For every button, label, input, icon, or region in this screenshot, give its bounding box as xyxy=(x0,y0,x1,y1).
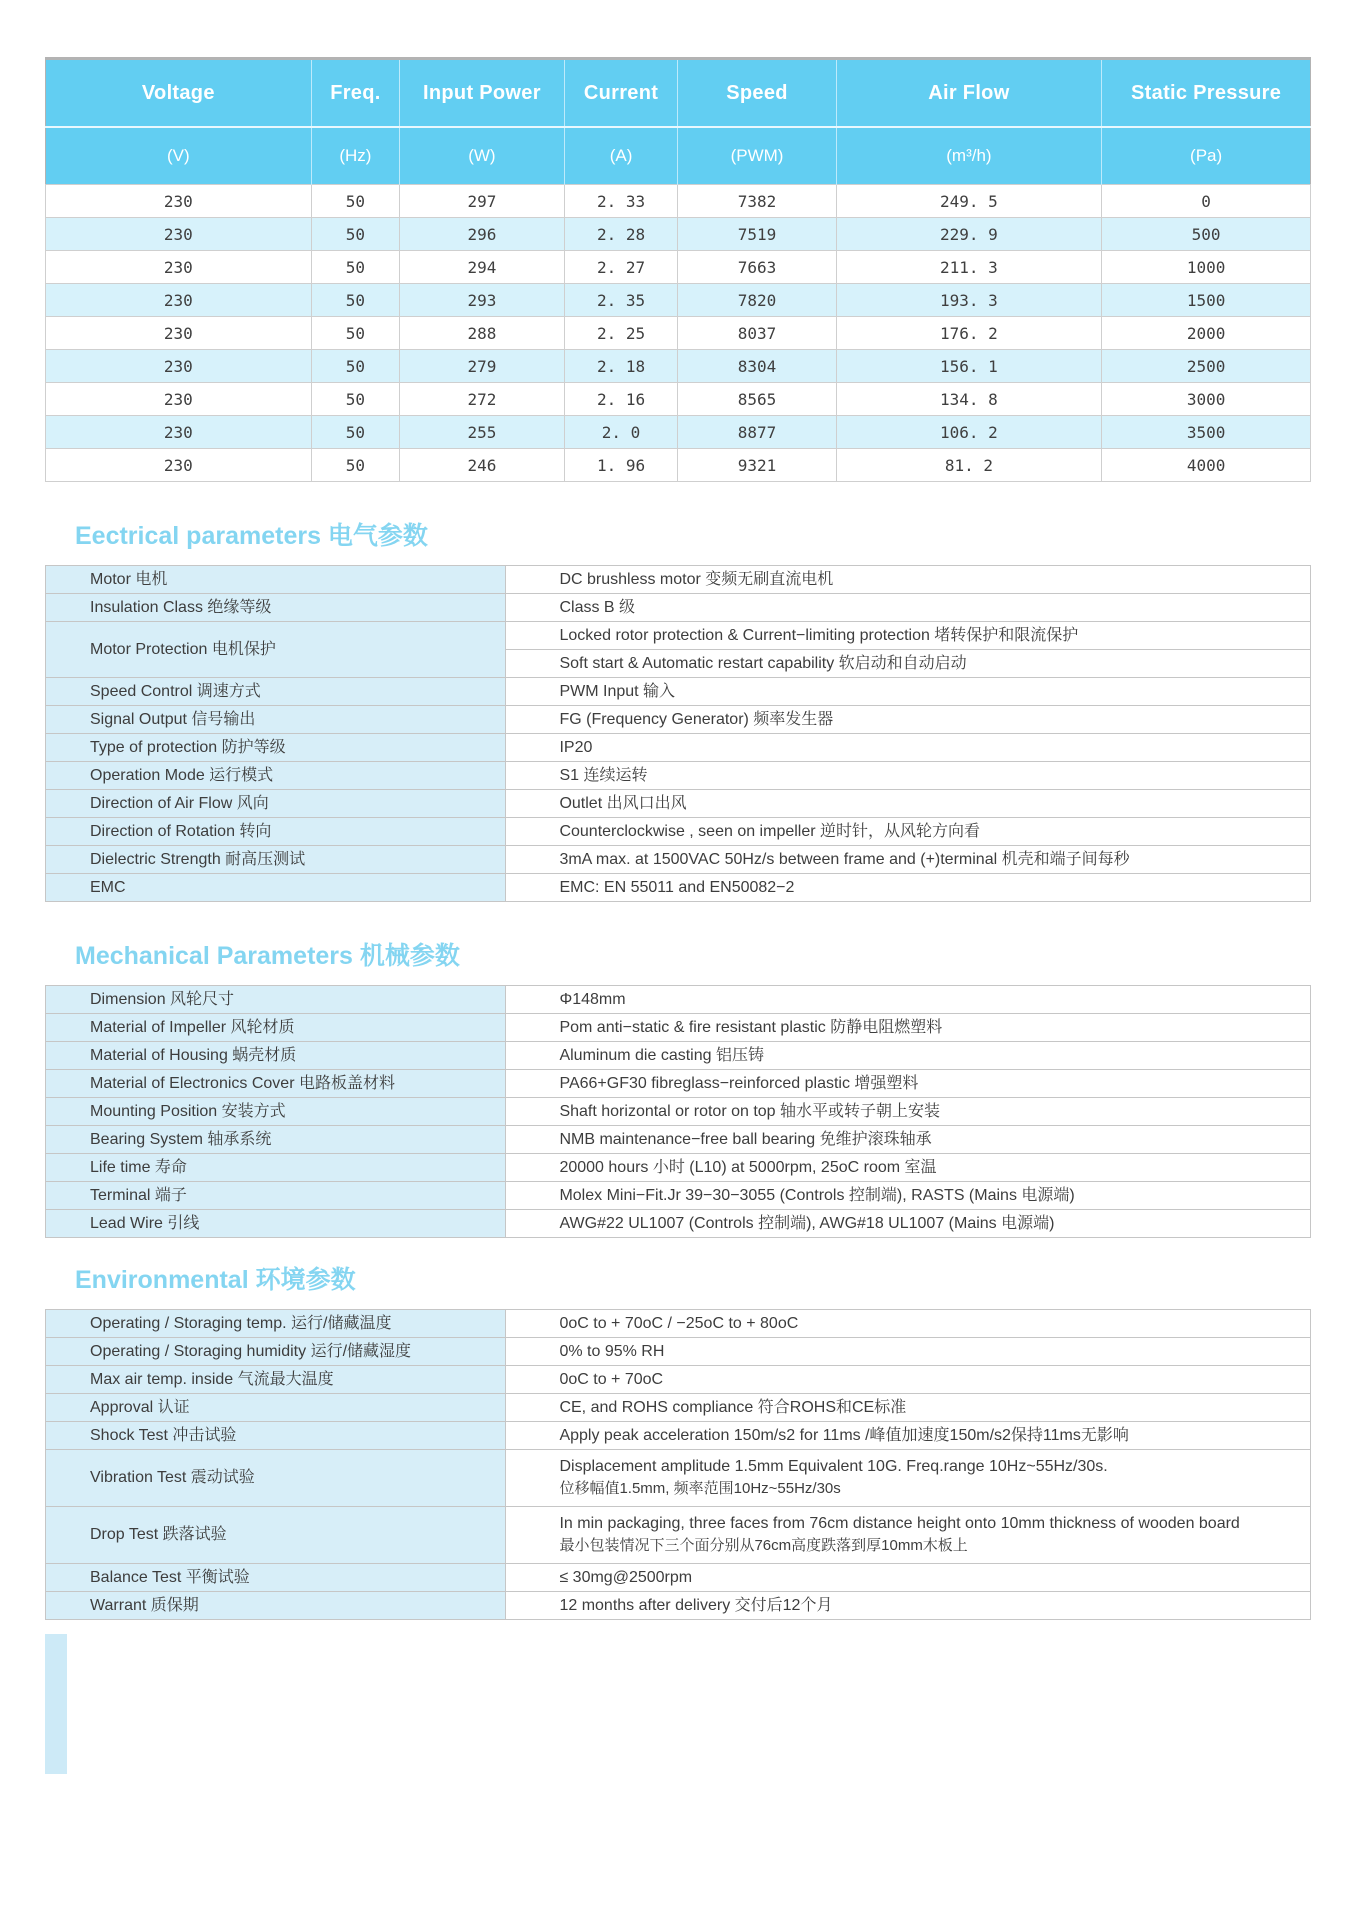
spec-value-line: In min packaging, three faces from 76cm distance height onto 10mm thickness of wooden board xyxy=(559,1515,1240,1532)
spec-label: Direction of Air Flow 风向 xyxy=(46,790,506,818)
spec-value: AWG#22 UL1007 (Controls 控制端), AWG#18 UL1007 (Mains 电源端) xyxy=(506,1210,1311,1238)
perf-column-unit: (V) xyxy=(46,127,312,185)
spec-value: PWM Input 输入 xyxy=(506,678,1311,706)
spec-label: Approval 认证 xyxy=(46,1394,506,1422)
spec-value: CE, and ROHS compliance 符合ROHS和CE标准 xyxy=(506,1394,1311,1422)
spec-value: Pom anti−static & fire resistant plastic 防静电阻燃塑料 xyxy=(506,1014,1311,1042)
table-cell: 50 xyxy=(311,449,400,482)
spec-row xyxy=(46,678,1311,706)
table-cell: 50 xyxy=(311,383,400,416)
table-row xyxy=(46,185,1311,218)
table-cell: 8877 xyxy=(678,416,836,449)
table-cell: 50 xyxy=(311,185,400,218)
spec-value-line: 位移幅值1.5mm, 频率范围10Hz~55Hz/30s xyxy=(559,1480,841,1497)
spec-row xyxy=(46,566,1311,594)
table-cell: 81. 2 xyxy=(836,449,1102,482)
spec-label: Lead Wire 引线 xyxy=(46,1210,506,1238)
spec-value: Outlet 出风口出风 xyxy=(506,790,1311,818)
spec-table xyxy=(45,565,1311,902)
table-cell: 2. 27 xyxy=(564,251,678,284)
section-title: Mechanical Parameters 机械参数 xyxy=(75,942,460,970)
spec-label: Dimension 风轮尺寸 xyxy=(46,986,506,1014)
spec-row xyxy=(46,594,1311,622)
table-cell: 246 xyxy=(400,449,564,482)
perf-column-unit: (m³/h) xyxy=(836,127,1102,185)
spec-label: Terminal 端子 xyxy=(46,1182,506,1210)
table-cell: 230 xyxy=(46,251,312,284)
spec-row xyxy=(46,986,1311,1014)
performance-table-head xyxy=(46,59,1311,185)
table-row xyxy=(46,383,1311,416)
spec-row xyxy=(46,1394,1311,1422)
table-cell: 193. 3 xyxy=(836,284,1102,317)
spec-row xyxy=(46,1210,1311,1238)
spec-row xyxy=(46,1366,1311,1394)
spec-label: Drop Test 跌落试验 xyxy=(46,1507,506,1564)
table-cell: 2. 0 xyxy=(564,416,678,449)
table-cell: 3500 xyxy=(1102,416,1311,449)
table-cell: 156. 1 xyxy=(836,350,1102,383)
perf-column-unit: (PWM) xyxy=(678,127,836,185)
spec-row xyxy=(46,1098,1311,1126)
perf-column-unit: (Pa) xyxy=(1102,127,1311,185)
perf-column-label: Freq. xyxy=(311,59,400,128)
table-cell: 50 xyxy=(311,416,400,449)
datasheet-page xyxy=(45,0,1311,1774)
spec-label: EMC xyxy=(46,874,506,902)
spec-label: Warrant 质保期 xyxy=(46,1592,506,1620)
spec-row xyxy=(46,762,1311,790)
spec-value: Locked rotor protection & Current−limiting protection 堵转保护和限流保护 xyxy=(506,622,1311,650)
spec-row xyxy=(46,790,1311,818)
spec-label: Motor Protection 电机保护 xyxy=(46,622,506,678)
spec-row xyxy=(46,1154,1311,1182)
spec-row xyxy=(46,1592,1311,1620)
table-cell: 296 xyxy=(400,218,564,251)
spec-row xyxy=(46,874,1311,902)
parameter-sections xyxy=(45,520,1311,1620)
table-cell: 8304 xyxy=(678,350,836,383)
table-cell: 7382 xyxy=(678,185,836,218)
spec-row xyxy=(46,1182,1311,1210)
table-cell: 297 xyxy=(400,185,564,218)
table-cell: 230 xyxy=(46,317,312,350)
table-cell: 7519 xyxy=(678,218,836,251)
table-cell: 4000 xyxy=(1102,449,1311,482)
table-cell: 2. 35 xyxy=(564,284,678,317)
spec-value: 20000 hours 小时 (L10) at 5000rpm, 25oC room 室温 xyxy=(506,1154,1311,1182)
spec-table-body xyxy=(46,1310,1311,1620)
table-cell: 134. 8 xyxy=(836,383,1102,416)
spec-label: Balance Test 平衡试验 xyxy=(46,1564,506,1592)
table-cell: 2000 xyxy=(1102,317,1311,350)
perf-column-label: Input Power xyxy=(400,59,564,128)
perf-column-label: Current xyxy=(564,59,678,128)
table-row xyxy=(46,350,1311,383)
performance-units-row xyxy=(46,127,1311,185)
spec-label: Bearing System 轴承系统 xyxy=(46,1126,506,1154)
spec-value: IP20 xyxy=(506,734,1311,762)
spec-value xyxy=(506,1450,1311,1507)
spec-value: NMB maintenance−free ball bearing 免维护滚珠轴承 xyxy=(506,1126,1311,1154)
table-cell: 3000 xyxy=(1102,383,1311,416)
table-cell: 50 xyxy=(311,284,400,317)
table-cell: 106. 2 xyxy=(836,416,1102,449)
table-cell: 230 xyxy=(46,218,312,251)
spec-label: Speed Control 调速方式 xyxy=(46,678,506,706)
spec-value: Soft start & Automatic restart capability 软启动和自动启动 xyxy=(506,650,1311,678)
table-cell: 50 xyxy=(311,350,400,383)
spec-value: ≤ 30mg@2500rpm xyxy=(506,1564,1311,1592)
table-cell: 2. 28 xyxy=(564,218,678,251)
table-cell: 8565 xyxy=(678,383,836,416)
table-cell: 176. 2 xyxy=(836,317,1102,350)
spec-label: Operation Mode 运行模式 xyxy=(46,762,506,790)
spec-label: Direction of Rotation 转向 xyxy=(46,818,506,846)
section-title: Environmental 环境参数 xyxy=(75,1266,356,1294)
spec-value-line: 最小包装情况下三个面分别从76cm高度跌落到厚10mm木板上 xyxy=(559,1537,968,1554)
table-cell: 230 xyxy=(46,185,312,218)
perf-column-label: Air Flow xyxy=(836,59,1102,128)
spec-label: Material of Housing 蜗壳材质 xyxy=(46,1042,506,1070)
spec-value: 0% to 95% RH xyxy=(506,1338,1311,1366)
spec-label: Type of protection 防护等级 xyxy=(46,734,506,762)
table-cell: 294 xyxy=(400,251,564,284)
performance-table-body xyxy=(46,185,1311,482)
spec-label: Signal Output 信号输出 xyxy=(46,706,506,734)
spec-row xyxy=(46,1564,1311,1592)
spec-value: PA66+GF30 fibreglass−reinforced plastic 增强塑料 xyxy=(506,1070,1311,1098)
table-cell: 288 xyxy=(400,317,564,350)
performance-header-row xyxy=(46,59,1311,128)
spec-value: EMC: EN 55011 and EN50082−2 xyxy=(506,874,1311,902)
spec-row xyxy=(46,818,1311,846)
table-row xyxy=(46,218,1311,251)
table-cell: 2. 16 xyxy=(564,383,678,416)
spec-label: Dielectric Strength 耐高压测试 xyxy=(46,846,506,874)
table-cell: 2. 25 xyxy=(564,317,678,350)
spec-label: Material of Electronics Cover 电路板盖材料 xyxy=(46,1070,506,1098)
table-cell: 50 xyxy=(311,317,400,350)
table-cell: 230 xyxy=(46,350,312,383)
table-cell: 229. 9 xyxy=(836,218,1102,251)
spec-row xyxy=(46,1310,1311,1338)
perf-column-unit: (Hz) xyxy=(311,127,400,185)
spec-value: S1 连续运转 xyxy=(506,762,1311,790)
table-row xyxy=(46,284,1311,317)
spec-label: Motor 电机 xyxy=(46,566,506,594)
table-cell: 7663 xyxy=(678,251,836,284)
table-cell: 272 xyxy=(400,383,564,416)
table-cell: 279 xyxy=(400,350,564,383)
table-cell: 0 xyxy=(1102,185,1311,218)
table-row xyxy=(46,317,1311,350)
table-cell: 2. 18 xyxy=(564,350,678,383)
spec-label: Life time 寿命 xyxy=(46,1154,506,1182)
spec-row xyxy=(46,1338,1311,1366)
spec-table-body xyxy=(46,566,1311,902)
spec-row xyxy=(46,1042,1311,1070)
spec-value: Aluminum die casting 铝压铸 xyxy=(506,1042,1311,1070)
table-cell: 1000 xyxy=(1102,251,1311,284)
perf-column-label: Voltage xyxy=(46,59,312,128)
spec-value: Molex Mini−Fit.Jr 39−30−3055 (Controls 控制端), RASTS (Mains 电源端) xyxy=(506,1182,1311,1210)
section-title: Eectrical parameters 电气参数 xyxy=(75,522,428,550)
spec-row xyxy=(46,1014,1311,1042)
perf-column-label: Static Pressure xyxy=(1102,59,1311,128)
spec-value: Class B 级 xyxy=(506,594,1311,622)
spec-value: 12 months after delivery 交付后12个月 xyxy=(506,1592,1311,1620)
table-row xyxy=(46,251,1311,284)
table-cell: 9321 xyxy=(678,449,836,482)
table-cell: 230 xyxy=(46,449,312,482)
perf-column-unit: (W) xyxy=(400,127,564,185)
spec-value: 0oC to + 70oC / −25oC to + 80oC xyxy=(506,1310,1311,1338)
spec-table xyxy=(45,985,1311,1238)
spec-row xyxy=(46,846,1311,874)
spec-label: Operating / Storaging temp. 运行/储藏温度 xyxy=(46,1310,506,1338)
table-cell: 1500 xyxy=(1102,284,1311,317)
table-cell: 230 xyxy=(46,284,312,317)
spec-value: Φ148mm xyxy=(506,986,1311,1014)
table-cell: 249. 5 xyxy=(836,185,1102,218)
table-row xyxy=(46,416,1311,449)
performance-table xyxy=(45,57,1311,482)
table-cell: 2500 xyxy=(1102,350,1311,383)
spec-label: Vibration Test 震动试验 xyxy=(46,1450,506,1507)
table-cell: 255 xyxy=(400,416,564,449)
spec-table xyxy=(45,1309,1311,1620)
table-row xyxy=(46,449,1311,482)
spec-value: FG (Frequency Generator) 频率发生器 xyxy=(506,706,1311,734)
table-cell: 7820 xyxy=(678,284,836,317)
table-cell: 230 xyxy=(46,383,312,416)
spec-row xyxy=(46,1507,1311,1564)
spec-row xyxy=(46,706,1311,734)
table-cell: 230 xyxy=(46,416,312,449)
spec-row xyxy=(46,1070,1311,1098)
spec-label: Insulation Class 绝缘等级 xyxy=(46,594,506,622)
table-cell: 50 xyxy=(311,218,400,251)
spec-value-line: Displacement amplitude 1.5mm Equivalent 10G. Freq.range 10Hz~55Hz/30s. xyxy=(559,1458,1108,1475)
spec-value: 0oC to + 70oC xyxy=(506,1366,1311,1394)
spec-value: Counterclockwise , seen on impeller 逆时针，从风轮方向看 xyxy=(506,818,1311,846)
spec-value: DC brushless motor 变频无刷直流电机 xyxy=(506,566,1311,594)
spec-value: 3mA max. at 1500VAC 50Hz/s between frame and (+)terminal 机壳和端子间每秒 xyxy=(506,846,1311,874)
spec-row xyxy=(46,1422,1311,1450)
table-cell: 1. 96 xyxy=(564,449,678,482)
spec-row xyxy=(46,622,1311,650)
table-cell: 50 xyxy=(311,251,400,284)
table-cell: 500 xyxy=(1102,218,1311,251)
perf-column-unit: (A) xyxy=(564,127,678,185)
spec-label: Max air temp. inside 气流最大温度 xyxy=(46,1366,506,1394)
spec-value: Shaft horizontal or rotor on top 轴水平或转子朝上安装 xyxy=(506,1098,1311,1126)
spec-row xyxy=(46,1126,1311,1154)
spec-label: Shock Test 冲击试验 xyxy=(46,1422,506,1450)
perf-column-label: Speed xyxy=(678,59,836,128)
spec-label: Mounting Position 安装方式 xyxy=(46,1098,506,1126)
spec-label: Material of Impeller 风轮材质 xyxy=(46,1014,506,1042)
spec-value: Apply peak acceleration 150m/s2 for 11ms /峰值加速度150m/s2保持11ms无影响 xyxy=(506,1422,1311,1450)
decorative-blue-strip xyxy=(45,1634,67,1774)
table-cell: 2. 33 xyxy=(564,185,678,218)
table-cell: 211. 3 xyxy=(836,251,1102,284)
spec-table-body xyxy=(46,986,1311,1238)
table-cell: 8037 xyxy=(678,317,836,350)
spec-value xyxy=(506,1507,1311,1564)
spec-label: Operating / Storaging humidity 运行/储藏湿度 xyxy=(46,1338,506,1366)
spec-row xyxy=(46,1450,1311,1507)
table-cell: 293 xyxy=(400,284,564,317)
spec-row xyxy=(46,734,1311,762)
